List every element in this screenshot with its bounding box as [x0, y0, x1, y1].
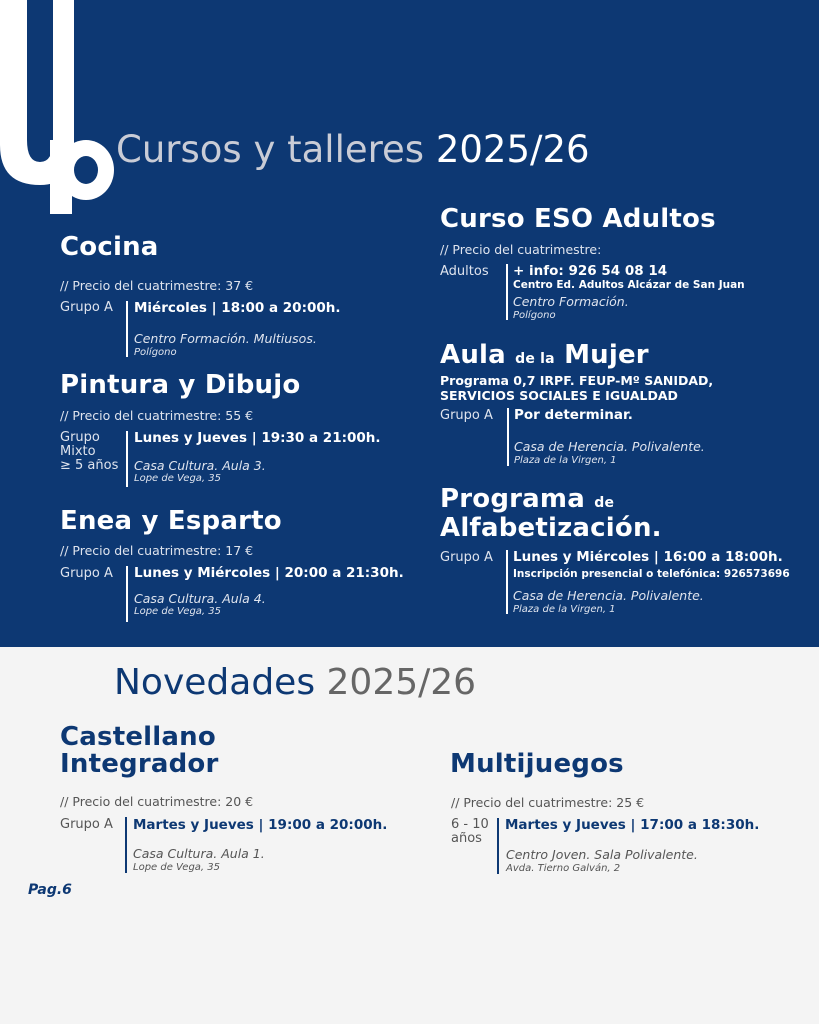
- enea-price: // Precio del cuatrimestre: 17 €: [60, 543, 254, 558]
- page-title: [116, 128, 590, 171]
- eso-price: // Precio del cuatrimestre:: [440, 242, 602, 257]
- alfa-group: Grupo A: [440, 550, 493, 565]
- alfa-title-a: Programa: [440, 484, 585, 514]
- alfa-title-b: Alfabetización.: [440, 513, 662, 543]
- novedades-title-year: 2025/26: [326, 662, 477, 703]
- aula-location: Casa de Herencia. Polivalente.: [514, 439, 705, 454]
- castellano-group: Grupo A: [60, 817, 113, 832]
- aula-title-small: de la: [515, 351, 555, 367]
- multijuegos-group-1: 6 - 10: [451, 817, 489, 832]
- castellano-title-2: Integrador: [60, 749, 219, 779]
- eso-group: Adultos: [440, 264, 489, 279]
- aula-group: Grupo A: [440, 408, 493, 423]
- cocina-address: Polígono: [134, 347, 177, 358]
- castellano-divider: [125, 817, 127, 873]
- aula-title-a: Aula: [440, 340, 506, 370]
- enea-divider: [126, 566, 128, 622]
- multijuegos-location: Centro Joven. Sala Polivalente.: [506, 847, 698, 862]
- alfa-title-line-1: [440, 484, 614, 514]
- enea-schedule: Lunes y Miércoles | 20:00 a 21:30h.: [134, 565, 404, 581]
- title-year: 2025/26: [435, 128, 590, 171]
- alfa-divider: [506, 550, 508, 614]
- pintura-schedule: Lunes y Jueves | 19:30 a 21:00h.: [134, 430, 381, 446]
- aula-subtitle-2: SERVICIOS SOCIALES E IGUALDAD: [440, 388, 678, 403]
- cocina-price: // Precio del cuatrimestre: 37 €: [60, 278, 254, 293]
- alfa-note: Inscripción presencial o telefónica: 926573696: [513, 568, 790, 580]
- eso-address: Polígono: [513, 310, 556, 321]
- enea-location: Casa Cultura. Aula 4.: [134, 591, 266, 606]
- castellano-title-1: Castellano: [60, 722, 216, 752]
- novedades-title: [114, 662, 476, 703]
- multijuegos-price: // Precio del cuatrimestre: 25 €: [451, 795, 645, 810]
- multijuegos-schedule: Martes y Jueves | 17:00 a 18:30h.: [505, 817, 760, 833]
- eso-divider: [506, 264, 508, 320]
- castellano-schedule: Martes y Jueves | 19:00 a 20:00h.: [133, 817, 388, 833]
- pintura-group-2: Mixto: [60, 444, 96, 459]
- multijuegos-address: Avda. Tierno Galván, 2: [506, 863, 621, 874]
- pintura-divider: [126, 431, 128, 487]
- eso-info: + info: 926 54 08 14: [513, 263, 668, 279]
- multijuegos-divider: [497, 818, 499, 874]
- alfa-title-small: de: [594, 495, 615, 511]
- cocina-location: Centro Formación. Multiusos.: [134, 331, 317, 346]
- alfa-schedule: Lunes y Miércoles | 16:00 a 18:00h.: [513, 549, 783, 565]
- cocina-title: Cocina: [60, 232, 159, 262]
- eso-note: Centro Ed. Adultos Alcázar de San Juan: [513, 279, 745, 291]
- multijuegos-title: Multijuegos: [450, 749, 624, 779]
- alfa-location: Casa de Herencia. Polivalente.: [513, 588, 704, 603]
- pintura-location: Casa Cultura. Aula 3.: [134, 458, 266, 473]
- eso-title: Curso ESO Adultos: [440, 204, 716, 234]
- castellano-price: // Precio del cuatrimestre: 20 €: [60, 794, 254, 809]
- pintura-title: Pintura y Dibujo: [60, 370, 301, 400]
- pintura-group-1: Grupo: [60, 430, 100, 445]
- castellano-location: Casa Cultura. Aula 1.: [133, 846, 265, 861]
- novedades-section: [0, 647, 819, 1024]
- enea-group: Grupo A: [60, 566, 113, 581]
- enea-title: Enea y Esparto: [60, 506, 282, 536]
- aula-title: [440, 340, 649, 370]
- page-number: Pag.6: [28, 882, 72, 898]
- aula-divider: [507, 408, 509, 466]
- aula-subtitle-1: Programa 0,7 IRPF. FEUP-Mº SANIDAD,: [440, 373, 714, 388]
- castellano-address: Lope de Vega, 35: [133, 862, 221, 873]
- cocina-divider: [126, 301, 128, 357]
- pintura-group-3: ≥ 5 años: [60, 458, 119, 473]
- pintura-address: Lope de Vega, 35: [134, 473, 222, 484]
- alfa-address: Plaza de la Virgen, 1: [513, 604, 616, 615]
- multijuegos-group-2: años: [451, 831, 482, 846]
- eso-location: Centro Formación.: [513, 294, 629, 309]
- title-light: Cursos y talleres: [116, 128, 425, 171]
- aula-address: Plaza de la Virgen, 1: [514, 455, 617, 466]
- cocina-group: Grupo A: [60, 300, 113, 315]
- novedades-title-text: Novedades: [114, 662, 316, 703]
- cocina-schedule: Miércoles | 18:00 a 20:00h.: [134, 300, 341, 316]
- aula-schedule: Por determinar.: [514, 407, 633, 423]
- up-logo: [0, 0, 120, 220]
- aula-title-b: Mujer: [564, 340, 649, 370]
- pintura-price: // Precio del cuatrimestre: 55 €: [60, 408, 254, 423]
- enea-address: Lope de Vega, 35: [134, 606, 222, 617]
